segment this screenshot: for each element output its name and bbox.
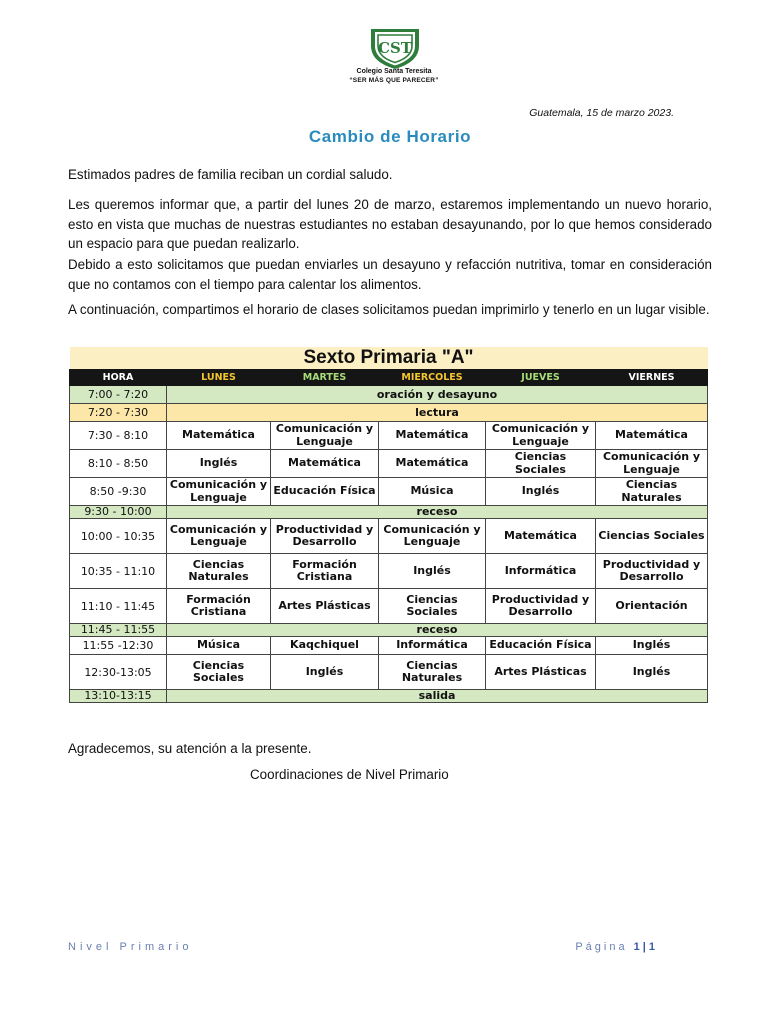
time-cell: 11:10 - 11:45 bbox=[70, 589, 167, 624]
schedule-title-row bbox=[70, 347, 708, 370]
class-cell: Matemática bbox=[271, 450, 379, 478]
table-row bbox=[70, 422, 708, 450]
schedule-header-row bbox=[70, 370, 708, 386]
activity-cell: lectura bbox=[167, 404, 708, 422]
class-cell: Productividad y Desarrollo bbox=[486, 589, 596, 624]
class-cell: Comunicación y Lenguaje bbox=[486, 422, 596, 450]
signature-line: Coordinaciones de Nivel Primario bbox=[250, 767, 449, 782]
class-cell: Matemática bbox=[167, 422, 271, 450]
class-cell: Música bbox=[167, 637, 271, 655]
time-cell: 10:00 - 10:35 bbox=[70, 519, 167, 554]
school-motto: “SER MÁS QUE PARECER” bbox=[349, 77, 439, 84]
time-cell: 8:50 -9:30 bbox=[70, 478, 167, 506]
class-cell: Matemática bbox=[596, 422, 708, 450]
header-jueves: JUEVES bbox=[486, 370, 596, 386]
time-cell: 7:30 - 8:10 bbox=[70, 422, 167, 450]
activity-cell: receso bbox=[167, 506, 708, 519]
header-lunes: LUNES bbox=[167, 370, 271, 386]
table-row bbox=[70, 637, 708, 655]
class-cell: Ciencias Sociales bbox=[379, 589, 486, 624]
class-cell: Educación Física bbox=[271, 478, 379, 506]
time-cell: 7:00 - 7:20 bbox=[70, 386, 167, 404]
class-cell: Formación Cristiana bbox=[167, 589, 271, 624]
header-hora: HORA bbox=[70, 370, 167, 386]
schedule-title: Sexto Primaria "A" bbox=[70, 347, 708, 370]
class-cell: Comunicación y Lenguaje bbox=[379, 519, 486, 554]
class-cell: Productividad y Desarrollo bbox=[596, 554, 708, 589]
class-cell: Comunicación y Lenguaje bbox=[271, 422, 379, 450]
footer-level: Nivel Primario bbox=[68, 941, 193, 953]
schedule-intro-paragraph: A continuación, compartimos el horario de clases solicitamos puedan imprimirlo y tenerlo en un lugar visible. bbox=[68, 302, 710, 317]
time-cell: 9:30 - 10:00 bbox=[70, 506, 167, 519]
time-cell: 12:30-13:05 bbox=[70, 655, 167, 690]
table-row bbox=[70, 690, 708, 703]
class-cell: Educación Física bbox=[486, 637, 596, 655]
class-cell: Inglés bbox=[167, 450, 271, 478]
time-cell: 8:10 - 8:50 bbox=[70, 450, 167, 478]
document-title: Cambio de Horario bbox=[308, 127, 472, 146]
time-cell: 13:10-13:15 bbox=[70, 690, 167, 703]
class-cell: Informática bbox=[379, 637, 486, 655]
class-cell: Música bbox=[379, 478, 486, 506]
table-row bbox=[70, 404, 708, 422]
class-cell: Productividad y Desarrollo bbox=[271, 519, 379, 554]
table-row bbox=[70, 655, 708, 690]
class-cell: Ciencias Naturales bbox=[379, 655, 486, 690]
header-miercoles: MIERCOLES bbox=[379, 370, 486, 386]
activity-cell: receso bbox=[167, 624, 708, 637]
header-martes: MARTES bbox=[271, 370, 379, 386]
table-row bbox=[70, 386, 708, 404]
header-viernes: VIERNES bbox=[596, 370, 708, 386]
footer-page-separator: | bbox=[642, 941, 649, 953]
logo-monogram: CST bbox=[378, 39, 412, 57]
class-cell: Artes Plásticas bbox=[271, 589, 379, 624]
class-cell: Artes Plásticas bbox=[486, 655, 596, 690]
footer-page-total: 1 bbox=[648, 941, 658, 953]
closing-line: Agradecemos, su atención a la presente. bbox=[68, 741, 312, 756]
date-line: Guatemala, 15 de marzo 2023. bbox=[529, 107, 674, 119]
class-cell: Inglés bbox=[596, 655, 708, 690]
time-cell: 11:45 - 11:55 bbox=[70, 624, 167, 637]
activity-cell: oración y desayuno bbox=[167, 386, 708, 404]
table-row bbox=[70, 450, 708, 478]
class-cell: Matemática bbox=[379, 422, 486, 450]
school-name: Colegio Santa Teresita bbox=[356, 68, 432, 75]
table-row bbox=[70, 624, 708, 637]
time-cell: 7:20 - 7:30 bbox=[70, 404, 167, 422]
class-cell: Inglés bbox=[486, 478, 596, 506]
footer-page-current: 1 bbox=[633, 941, 643, 953]
announcement-paragraph: Les queremos informar que, a partir del lunes 20 de marzo, estaremos implementando un nuevo horario, esto en vista que muchas de nuestras estudiantes no estaban desayunando, por lo que hemos considerado un espacio para que puedan realizarlo. bbox=[68, 197, 712, 251]
time-cell: 10:35 - 11:10 bbox=[70, 554, 167, 589]
class-cell: Inglés bbox=[271, 655, 379, 690]
table-row bbox=[70, 554, 708, 589]
table-row bbox=[70, 519, 708, 554]
activity-cell: salida bbox=[167, 690, 708, 703]
class-cell: Formación Cristiana bbox=[271, 554, 379, 589]
class-cell: Inglés bbox=[379, 554, 486, 589]
footer-page-label: Página bbox=[575, 941, 628, 953]
greeting-paragraph: Estimados padres de familia reciban un cordial saludo. bbox=[68, 167, 393, 182]
class-cell: Matemática bbox=[379, 450, 486, 478]
class-cell: Comunicación y Lenguaje bbox=[167, 478, 271, 506]
school-logo-shield bbox=[368, 26, 422, 70]
class-cell: Matemática bbox=[486, 519, 596, 554]
class-cell: Ciencias Sociales bbox=[167, 655, 271, 690]
class-cell: Inglés bbox=[596, 637, 708, 655]
class-cell: Informática bbox=[486, 554, 596, 589]
class-cell: Ciencias Sociales bbox=[596, 519, 708, 554]
class-cell: Comunicación y Lenguaje bbox=[596, 450, 708, 478]
class-cell: Ciencias Sociales bbox=[486, 450, 596, 478]
schedule-table bbox=[69, 347, 708, 703]
time-cell: 11:55 -12:30 bbox=[70, 637, 167, 655]
breakfast-paragraph: Debido a esto solicitamos que puedan enviarles un desayuno y refacción nutritiva, tomar en consideración que no contamos con el tiempo para calentar los alimentos. bbox=[68, 257, 712, 292]
class-cell: Ciencias Naturales bbox=[596, 478, 708, 506]
table-row bbox=[70, 478, 708, 506]
table-row bbox=[70, 589, 708, 624]
table-row bbox=[70, 506, 708, 519]
class-cell: Comunicación y Lenguaje bbox=[167, 519, 271, 554]
footer-page-number bbox=[575, 941, 658, 953]
class-cell: Ciencias Naturales bbox=[167, 554, 271, 589]
class-cell: Orientación bbox=[596, 589, 708, 624]
class-cell: Kaqchiquel bbox=[271, 637, 379, 655]
